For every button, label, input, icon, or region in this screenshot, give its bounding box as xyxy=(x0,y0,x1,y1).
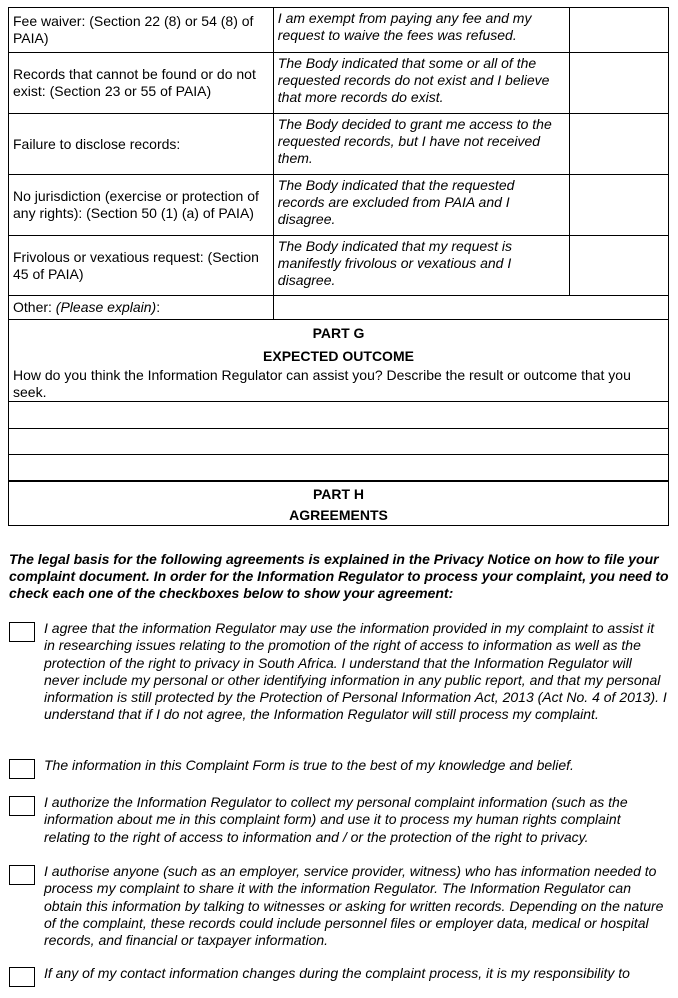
ground-select-cell[interactable] xyxy=(569,53,668,114)
table-row xyxy=(9,53,669,114)
part-h-label: PART H xyxy=(312,486,365,502)
other-suffix: : xyxy=(156,299,161,315)
agreement-text: I authorize the Information Regulator to collect my personal complaint information (such as the information about me in this complaint form) and use it to process my human rights complaint relating to the right of access to information and / or the protection of the right to privacy. xyxy=(44,794,628,845)
expected-outcome-question: How do you think the Information Regulator can assist you? Describe the result or outcome that you seek. xyxy=(13,367,631,400)
agreement-text: If any of my contact information changes during the complaint process, it is my responsibility to xyxy=(44,965,630,981)
other-hint: (Please explain) xyxy=(55,299,157,315)
outcome-answer-line[interactable] xyxy=(8,429,669,455)
part-g-section xyxy=(8,319,669,402)
table-row xyxy=(9,8,669,53)
other-ground-label xyxy=(9,296,274,320)
part-h-section xyxy=(8,481,669,526)
other-explain-field[interactable] xyxy=(273,296,668,320)
table-row xyxy=(9,236,669,296)
agreement-checkbox[interactable] xyxy=(9,865,35,885)
ground-description: I am exempt from paying any fee and my request to waive the fees was refused. xyxy=(273,8,569,53)
table-row xyxy=(9,114,669,175)
agreement-text: I agree that the information Regulator may use the information provided in my complaint to assist it in researching issues relating to the promotion of the right of access to information as well as the protection of the right to privacy in South Africa. I understand that the Information Regulator will never include my personal or other identifying information in any public report, and that my personal information is still protected by the Protection of Personal Information Act, 2013 (Act No. 4 of 2013). I understand that if I do not agree, the Information Regulator will still process my complaint. xyxy=(44,620,667,723)
ground-label: Failure to disclose records: xyxy=(9,114,274,175)
agreement-checkbox[interactable] xyxy=(9,967,35,987)
ground-select-cell[interactable] xyxy=(569,8,668,53)
ground-label: Frivolous or vexatious request: (Section 45 of PAIA) xyxy=(9,236,274,296)
ground-description: The Body indicated that some or all of the requested records do not exist and I believe that more records do exist. xyxy=(273,53,569,114)
ground-label: No jurisdiction (exercise or protection of any rights): (Section 50 (1) (a) of PAIA) xyxy=(9,175,274,236)
other-label: Other: xyxy=(13,299,56,315)
outcome-answer-line[interactable] xyxy=(8,455,669,481)
complaint-grounds-table xyxy=(8,7,669,320)
outcome-answer-line[interactable] xyxy=(8,402,669,429)
ground-description: The Body indicated that my request is manifestly frivolous or vexatious and I disagree. xyxy=(273,236,569,296)
agreement-text: I authorise anyone (such as an employer, service provider, witness) who has information needed to process my complaint to share it with the information Regulator. The Information Regulator can obtain this information by talking to witnesses or asking for written records. Depending on the nature of the complaint, these records could include personnel files or employer data, medical or hospital records, and financial or taxpayer information. xyxy=(44,863,664,949)
ground-select-cell[interactable] xyxy=(569,175,668,236)
agreement-checkbox[interactable] xyxy=(9,759,35,779)
ground-label: Records that cannot be found or do not exist: (Section 23 or 55 of PAIA) xyxy=(9,53,274,114)
agreement-text: The information in this Complaint Form is true to the best of my knowledge and belief. xyxy=(44,757,574,773)
table-row xyxy=(9,296,669,320)
part-g-title: EXPECTED OUTCOME xyxy=(263,348,414,364)
table-row xyxy=(9,175,669,236)
ground-select-cell[interactable] xyxy=(569,236,668,296)
ground-label: Fee waiver: (Section 22 (8) or 54 (8) of PAIA) xyxy=(9,8,274,53)
part-h-title: AGREEMENTS xyxy=(289,507,388,523)
ground-description: The Body indicated that the requested records are excluded from PAIA and I disagree. xyxy=(273,175,569,236)
ground-select-cell[interactable] xyxy=(569,114,668,175)
agreement-checkbox[interactable] xyxy=(9,796,35,816)
agreements-intro: The legal basis for the following agreements is explained in the Privacy Notice on how to file your complaint document. In order for the Information Regulator to process your complaint, you need to check each one of the checkboxes below to show your agreement: xyxy=(9,551,669,601)
ground-description: The Body decided to grant me access to the requested records, but I have not received them. xyxy=(273,114,569,175)
part-g-label: PART G xyxy=(312,325,365,341)
agreement-checkbox[interactable] xyxy=(9,622,35,642)
